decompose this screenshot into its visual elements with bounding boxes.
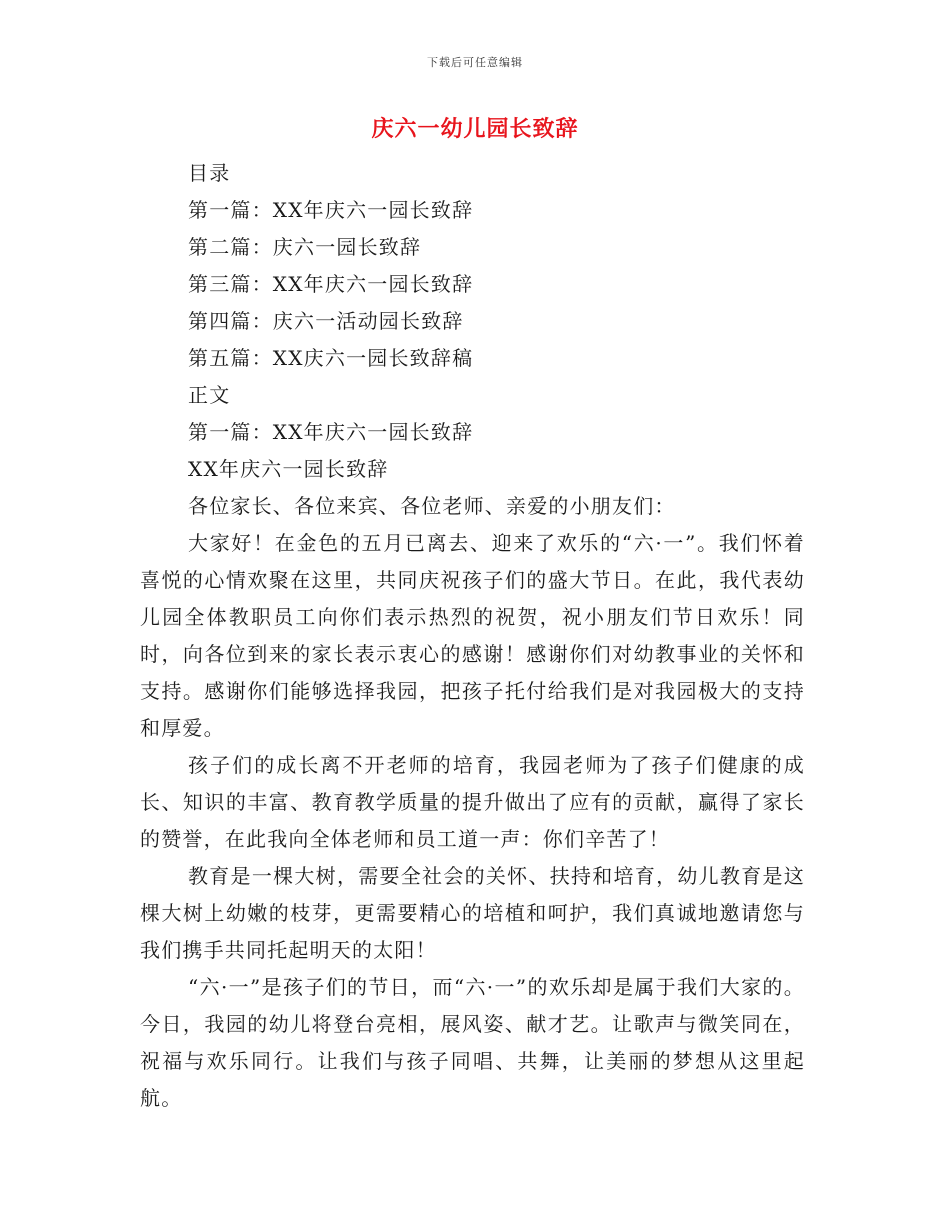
toc-item: 第三篇：XX年庆六一园长致辞 [188, 272, 474, 296]
body-paragraph: “六·一”是孩子们的节日，而“六·一”的欢乐却是属于我们大家的。今日，我园的幼儿将登台亮相，展风姿、献才艺。让歌声与微笑同在，祝福与欢乐同行。让我们与孩子同唱、共舞，让美丽的梦想从这里起航。 [140, 975, 805, 1110]
toc-item: 第二篇：庆六一园长致辞 [188, 235, 422, 259]
document-content [140, 155, 805, 1117]
toc-item: 第一篇：XX年庆六一园长致辞 [188, 198, 474, 222]
salutation: 各位家长、各位来宾、各位老师、亲爱的小朋友们： [188, 494, 676, 518]
header-note: 下载后可任意编辑 [427, 56, 523, 69]
body-paragraph: 大家好！在金色的五月已离去、迎来了欢乐的“六·一”。我们怀着喜悦的心情欢聚在这里，共同庆祝孩子们的盛大节日。在此，我代表幼儿园全体教职员工向你们表示热烈的祝贺，祝小朋友们节日欢乐！同时，向各位到来的家长表示衷心的感谢！感谢你们对幼教事业的关怀和支持。感谢你们能够选择我园，把孩子托付给我们是对我园极大的支持和厚爱。 [140, 531, 805, 740]
chapter-title: 第一篇：XX年庆六一园长致辞 [188, 420, 474, 444]
toc-heading: 目录 [188, 161, 231, 185]
toc-item: 第四篇：庆六一活动园长致辞 [188, 309, 464, 333]
body-paragraph: 教育是一棵大树，需要全社会的关怀、扶持和培育，幼儿教育是这棵大树上幼嫩的枝芽，更需要精心的培植和呵护，我们真诚地邀请您与我们携手共同托起明天的太阳！ [140, 864, 805, 962]
body-heading: 正文 [188, 383, 231, 407]
toc-item: 第五篇：XX庆六一园长致辞稿 [188, 346, 474, 370]
body-paragraph: 孩子们的成长离不开老师的培育，我园老师为了孩子们健康的成长、知识的丰富、教育教学质量的提升做出了应有的贡献，赢得了家长的赞誉，在此我向全体老师和员工道一声：你们辛苦了！ [140, 753, 805, 851]
chapter-subtitle: XX年庆六一园长致辞 [188, 457, 389, 481]
document-title: 庆六一幼儿园长致辞 [371, 116, 579, 142]
